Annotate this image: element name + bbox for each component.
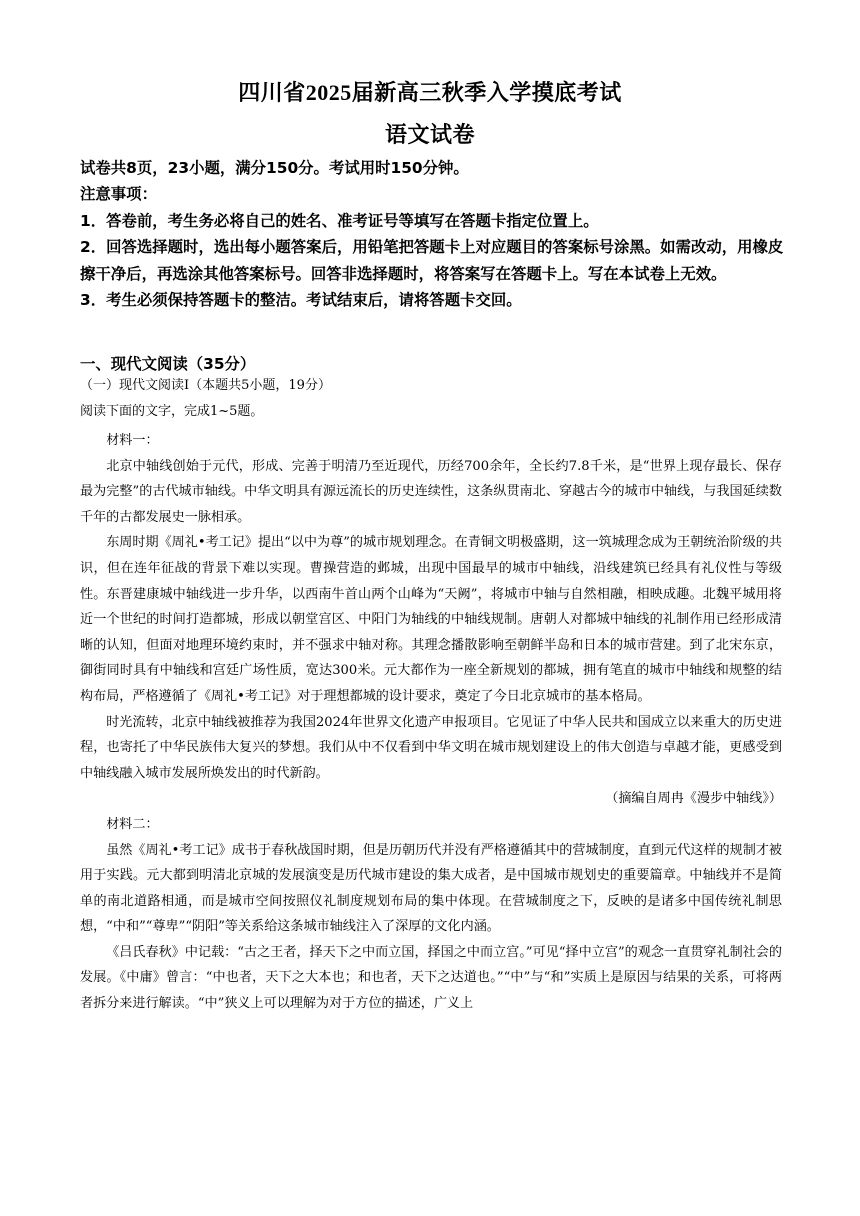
reading-passage: [80, 428, 782, 1017]
material-2-paragraph: 《吕氏春秋》中记载：“古之王者，择天下之中而立国，择国之中而立宫。”可见“择中立宫”的观念一直贯穿礼制社会的发展。《中庸》曾言：“中也者，天下之大本也；和也者，天下之达道也。”“中”与“和”实质上是原因与结果的关系，可将两者拆分来进行解读。“中”狭义上可以理解为对于方位的描述，广义上: [80, 944, 782, 1012]
material-1-label: 材料一：: [106, 433, 159, 448]
material-2-label: 材料二：: [106, 816, 159, 832]
exam-subtitle: 语文试卷: [384, 122, 475, 147]
section-heading: 一、现代文阅读（35分）: [80, 355, 256, 373]
exam-instructions: [80, 155, 785, 313]
material-1-paragraph: 北京中轴线创始于元代，形成、完善于明清乃至近现代，历经700余年，全长约7.8千米，是“世界上现存最长、保存最为完整”的古代城市轴线。中华文明具有源远流长的历史连续性，这条纵贯南北、穿越古今的城市中轴线，与我国延续数千年的古都发展史一脉相承。: [80, 458, 782, 525]
material-1-source: （摘编自周冉《漫步中轴线》）: [605, 791, 782, 807]
material-1-paragraph: 时光流转，北京中轴线被推荐为我国2024年世界文化遗产申报项目。它见证了中华人民共和国成立以来重大的历史进程，也寄托了中华民族伟大复兴的梦想。我们从中不仅看到中华文明在城市规划建设上的伟大创造与卓越才能，更感受到中轴线融入城市发展所焕发出的时代新韵。: [80, 714, 782, 781]
note-item: 3．考生必须保持答题卡的整洁。考试结束后，请将答题卡交回。: [80, 291, 522, 310]
exam-title: 四川省2025届新高三秋季入学摸底考试: [238, 80, 622, 105]
exam-summary: 试卷共8页，23小题，满分150分。考试用时150分钟。: [80, 159, 469, 177]
material-2-paragraph: 虽然《周礼•考工记》成书于春秋战国时期，但是历朝历代并没有严格遵循其中的营城制度，直到元代这样的规制才被用于实践。元大都到明清北京城的发展演变是历代城市建设的集大成者，是中国城市规划史的重要篇章。中轴线并不是简单的南北道路相通，而是城市空间按照仪礼制度规划布局的集中体现。在营城制度之下，反映的是诸多中国传统礼制思想，“中和”“尊卑”“阴阳”等关系给这条城市轴线注入了深厚的文化内涵。: [80, 842, 782, 935]
notes-heading: 注意事项：: [80, 185, 157, 204]
material-1-paragraph: 东周时期《周礼•考工记》提出“以中为尊”的城市规划理念。在青铜文明极盛期，这一筑城理念成为王朝统治阶级的共识，但在连年征战的背景下难以实现。曹操营造的邺城，出现中国最早的城市中轴线，沿线建筑已经具有礼仪性与等级性。东晋建康城中轴线进一步升华，以西南牛首山两个山峰为“天阙”，将城市中轴与自然相融，相映成趣。北魏平城用将近一个世纪的时间打造都城，形成以朝堂宫区、中阳门为轴线的中轴线规制。唐朝人对都城中轴线的礼制作用已经形成清晰的认知，但面对地理环境约束时，并不强求中轴对称。其理念播散影响至朝鲜半岛和日本的城市营建。到了北宋东京，御街同时具有中轴线和宫廷广场性质，宽达300米。元大都作为一座全新规划的都城，拥有笔直的城市中轴线和规整的结构布局，严格遵循了《周礼•考工记》对于理想都城的设计要求，奠定了今日北京城市的基本格局。: [80, 535, 782, 704]
reading-directive: 阅读下面的文字，完成1~5题。: [80, 404, 264, 419]
note-item: 1．答卷前，考生务必将自己的姓名、准考证号等填写在答题卡指定位置上。: [80, 211, 599, 230]
note-item: 2．回答选择题时，选出每小题答案后，用铅笔把答题卡上对应题目的答案标号涂黑。如需改动，用橡皮擦干净后，再选涂其他答案标号。回答非选择题时，将答案写在答题卡上。写在本试卷上无效。: [80, 238, 784, 283]
section-subheading: （一）现代文阅读Ⅰ（本题共5小题，19分）: [80, 378, 331, 393]
